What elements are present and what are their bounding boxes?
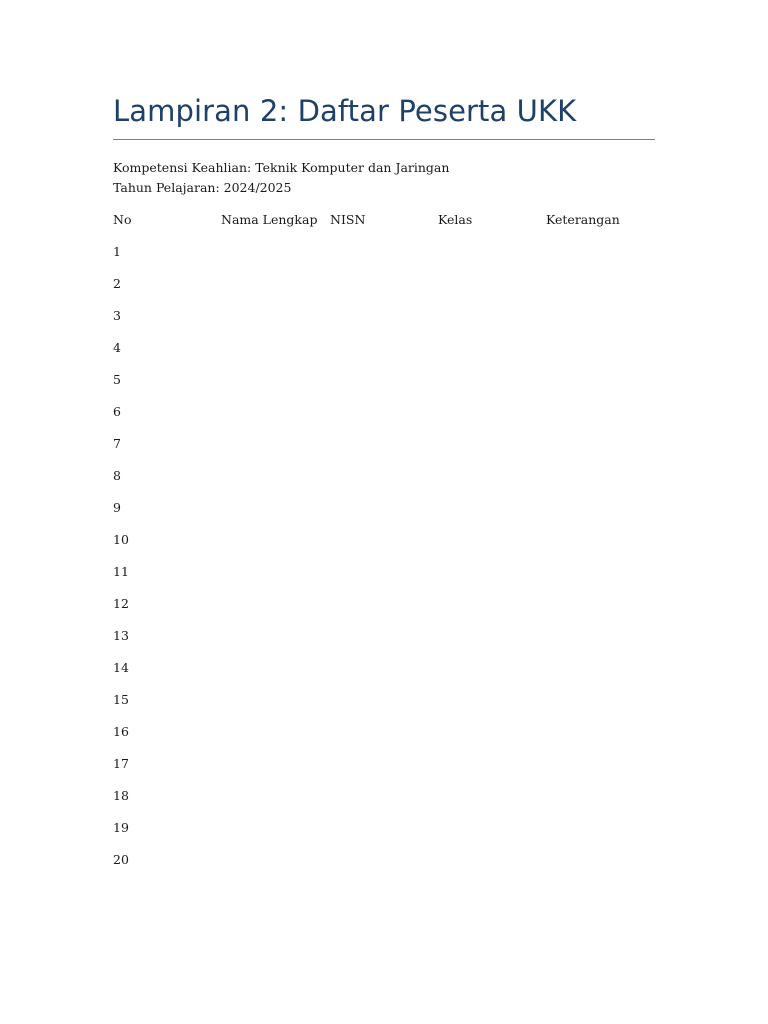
table-row	[113, 628, 655, 660]
row-number: 1	[113, 244, 121, 259]
participant-table-rows	[113, 244, 655, 884]
row-number: 9	[113, 500, 121, 515]
table-row	[113, 468, 655, 500]
row-number: 8	[113, 468, 121, 483]
row-number: 17	[113, 756, 129, 771]
row-number: 18	[113, 788, 129, 803]
row-number: 2	[113, 276, 121, 291]
table-row	[113, 372, 655, 404]
table-row	[113, 692, 655, 724]
row-number: 15	[113, 692, 129, 707]
header-kelas: Kelas	[438, 212, 473, 227]
table-row	[113, 660, 655, 692]
table-row	[113, 532, 655, 564]
row-number: 12	[113, 596, 129, 611]
row-number: 7	[113, 436, 121, 451]
table-row	[113, 820, 655, 852]
title-underline	[113, 139, 655, 140]
row-number: 5	[113, 372, 121, 387]
table-row	[113, 308, 655, 340]
table-row	[113, 244, 655, 276]
table-row	[113, 724, 655, 756]
table-row	[113, 852, 655, 884]
table-row	[113, 500, 655, 532]
row-number: 6	[113, 404, 121, 419]
table-row	[113, 564, 655, 596]
table-row	[113, 436, 655, 468]
competency-line: Kompetensi Keahlian: Teknik Komputer dan Jaringan	[113, 160, 450, 175]
row-number: 11	[113, 564, 129, 579]
row-number: 4	[113, 340, 121, 355]
table-row	[113, 340, 655, 372]
header-no: No	[113, 212, 132, 227]
table-row	[113, 404, 655, 436]
row-number: 3	[113, 308, 121, 323]
header-nisn: NISN	[330, 212, 366, 227]
row-number: 14	[113, 660, 129, 675]
row-number: 20	[113, 852, 129, 867]
table-row	[113, 756, 655, 788]
academic-year-line: Tahun Pelajaran: 2024/2025	[113, 180, 292, 195]
row-number: 19	[113, 820, 129, 835]
table-row	[113, 276, 655, 308]
header-keterangan: Keterangan	[546, 212, 620, 227]
row-number: 16	[113, 724, 129, 739]
table-row	[113, 788, 655, 820]
header-nama-lengkap: Nama Lengkap	[221, 212, 318, 227]
page-title: Lampiran 2: Daftar Peserta UKK	[113, 94, 577, 128]
table-row	[113, 596, 655, 628]
row-number: 13	[113, 628, 129, 643]
row-number: 10	[113, 532, 129, 547]
